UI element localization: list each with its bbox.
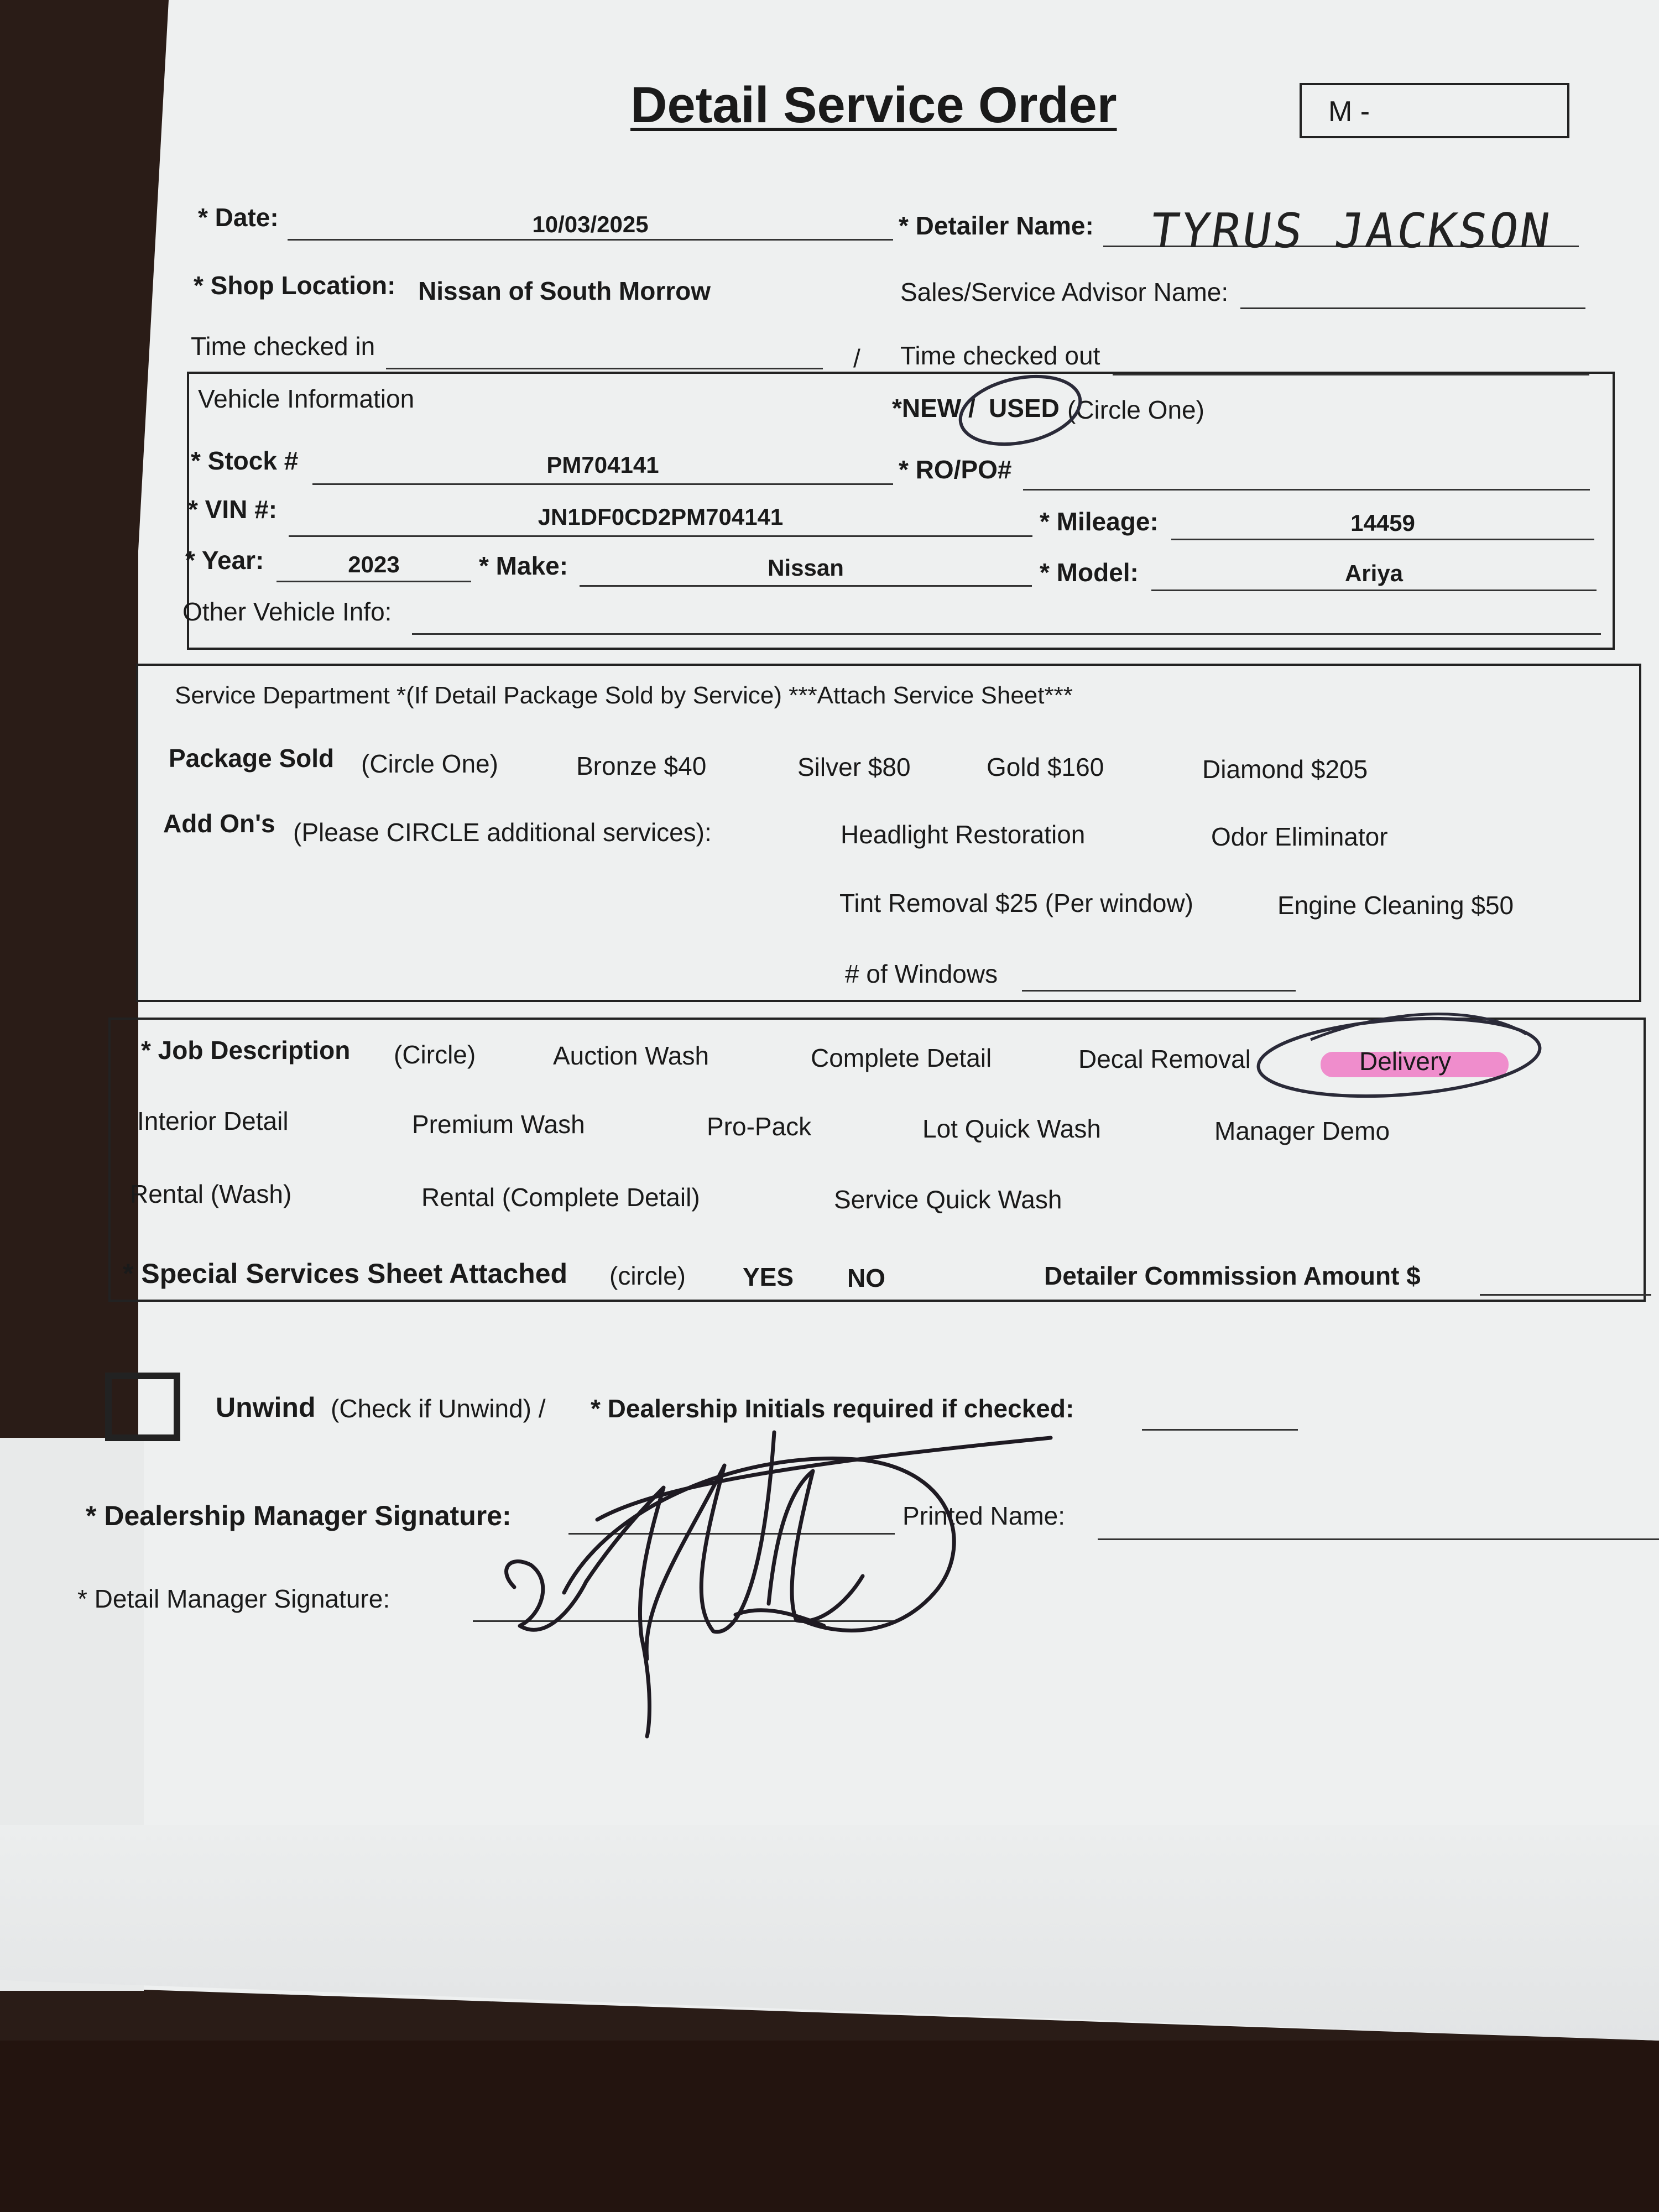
commission-line[interactable] — [1480, 1294, 1651, 1296]
m-number-label: M - — [1328, 96, 1370, 128]
make-line[interactable] — [580, 585, 1032, 587]
package-diamond[interactable]: Diamond $205 — [1202, 755, 1368, 784]
model-label: * Model: — [1040, 558, 1139, 587]
dealership-initials-label: * Dealership Initials required if checked: — [591, 1394, 1074, 1423]
year-line[interactable] — [276, 581, 471, 582]
job-premium-wash[interactable]: Premium Wash — [412, 1110, 585, 1139]
detail-manager-signature-label: * Detail Manager Signature: — [77, 1584, 390, 1613]
advisor-name-line[interactable] — [1240, 307, 1585, 309]
time-in-line[interactable] — [386, 368, 823, 369]
time-out-label: Time checked out — [900, 341, 1100, 370]
make-value: Nissan — [768, 555, 844, 581]
vin-line[interactable] — [289, 535, 1032, 537]
job-pro-pack[interactable]: Pro-Pack — [707, 1112, 812, 1141]
ro-po-line[interactable] — [1023, 489, 1590, 491]
dealership-initials-line[interactable] — [1142, 1429, 1298, 1431]
year-value: 2023 — [348, 551, 400, 577]
addon-engine-cleaning[interactable]: Engine Cleaning $50 — [1277, 891, 1514, 920]
m-number-box[interactable] — [1300, 83, 1569, 138]
addon-headlight-restoration[interactable]: Headlight Restoration — [841, 820, 1086, 849]
addons-circle-note: (Please CIRCLE additional services): — [293, 818, 712, 847]
used-option[interactable]: USED — [989, 394, 1060, 422]
unwind-label: Unwind — [216, 1392, 316, 1423]
mileage-label: * Mileage: — [1040, 507, 1159, 536]
ro-po-label: * RO/PO# — [899, 455, 1012, 484]
package-silver[interactable]: Silver $80 — [797, 753, 911, 781]
new-option[interactable]: *NEW / — [892, 394, 975, 422]
date-label: * Date: — [198, 203, 279, 232]
commission-label: Detailer Commission Amount $ — [1044, 1261, 1421, 1290]
form-title: Detail Service Order — [630, 77, 1117, 133]
time-slash: / — [853, 344, 860, 373]
addons-label: Add On's — [163, 809, 275, 838]
stock-value: PM704141 — [546, 452, 659, 478]
advisor-name-label: Sales/Service Advisor Name: — [900, 278, 1229, 306]
detailer-name-label: * Detailer Name: — [899, 211, 1094, 240]
service-dept-label: Service Department *(If Detail Package Sold by Service) ***Attach Service Sheet*** — [175, 682, 1073, 709]
job-delivery[interactable]: Delivery — [1359, 1047, 1452, 1076]
year-label: * Year: — [185, 546, 264, 575]
stock-line[interactable] — [312, 483, 893, 485]
detailer-name-value: TYRUS JACKSON — [1146, 204, 1556, 259]
windows-count-label: # of Windows — [845, 959, 998, 988]
date-line[interactable] — [288, 239, 893, 241]
special-services-label: * Special Services Sheet Attached — [123, 1258, 568, 1289]
job-interior-detail[interactable]: Interior Detail — [137, 1107, 289, 1135]
stock-label: * Stock # — [191, 446, 299, 475]
job-auction-wash[interactable]: Auction Wash — [553, 1041, 709, 1070]
detail-manager-signature-line[interactable] — [473, 1620, 895, 1622]
mileage-line[interactable] — [1171, 539, 1594, 540]
shop-location-value: Nissan of South Morrow — [418, 276, 711, 305]
dealership-manager-signature-line[interactable] — [568, 1533, 895, 1535]
printed-name-label: Printed Name: — [902, 1501, 1066, 1530]
vehicle-info-label: Vehicle Information — [198, 384, 415, 413]
special-no[interactable]: NO — [847, 1264, 885, 1292]
package-bronze[interactable]: Bronze $40 — [576, 752, 707, 780]
model-value: Ariya — [1344, 560, 1404, 586]
shop-location-label: * Shop Location: — [194, 271, 396, 300]
other-info-line[interactable] — [412, 633, 1601, 635]
model-line[interactable] — [1151, 589, 1597, 591]
unwind-checkbox[interactable] — [105, 1373, 180, 1441]
dealership-manager-signature-label: * Dealership Manager Signature: — [86, 1500, 512, 1531]
addon-odor-eliminator[interactable]: Odor Eliminator — [1211, 822, 1388, 851]
mileage-value: 14459 — [1350, 510, 1415, 536]
time-in-label: Time checked in — [191, 332, 375, 361]
windows-count-line[interactable] — [1022, 990, 1296, 992]
date-value: 10/03/2025 — [532, 211, 649, 237]
job-complete-detail[interactable]: Complete Detail — [811, 1044, 992, 1072]
job-service-quick-wash[interactable]: Service Quick Wash — [834, 1185, 1062, 1214]
special-circle-note: (circle) — [609, 1261, 686, 1290]
make-label: * Make: — [479, 551, 568, 580]
circle-one-note: (Circle One) — [1067, 395, 1204, 424]
job-description-label: * Job Description — [141, 1036, 351, 1065]
package-gold[interactable]: Gold $160 — [987, 753, 1104, 781]
table-surface — [0, 2041, 1659, 2212]
vin-value: JN1DF0CD2PM704141 — [538, 504, 784, 530]
job-circle-note: (Circle) — [394, 1040, 476, 1069]
vin-label: * VIN #: — [188, 495, 278, 524]
job-manager-demo[interactable]: Manager Demo — [1214, 1117, 1390, 1145]
paper-lower-shading — [0, 1825, 1659, 2041]
job-rental-complete-detail[interactable]: Rental (Complete Detail) — [421, 1183, 700, 1212]
package-sold-label: Package Sold — [169, 744, 335, 773]
job-decal-removal[interactable]: Decal Removal — [1078, 1045, 1251, 1073]
other-info-label: Other Vehicle Info: — [182, 597, 392, 626]
special-yes[interactable]: YES — [743, 1262, 794, 1291]
package-circle-note: (Circle One) — [361, 749, 498, 778]
job-rental-wash[interactable]: Rental (Wash) — [130, 1180, 292, 1208]
job-lot-quick-wash[interactable]: Lot Quick Wash — [922, 1114, 1101, 1143]
unwind-note: (Check if Unwind) / — [331, 1394, 546, 1423]
addon-tint-removal[interactable]: Tint Removal $25 (Per window) — [839, 889, 1193, 917]
printed-name-line[interactable] — [1098, 1538, 1659, 1540]
